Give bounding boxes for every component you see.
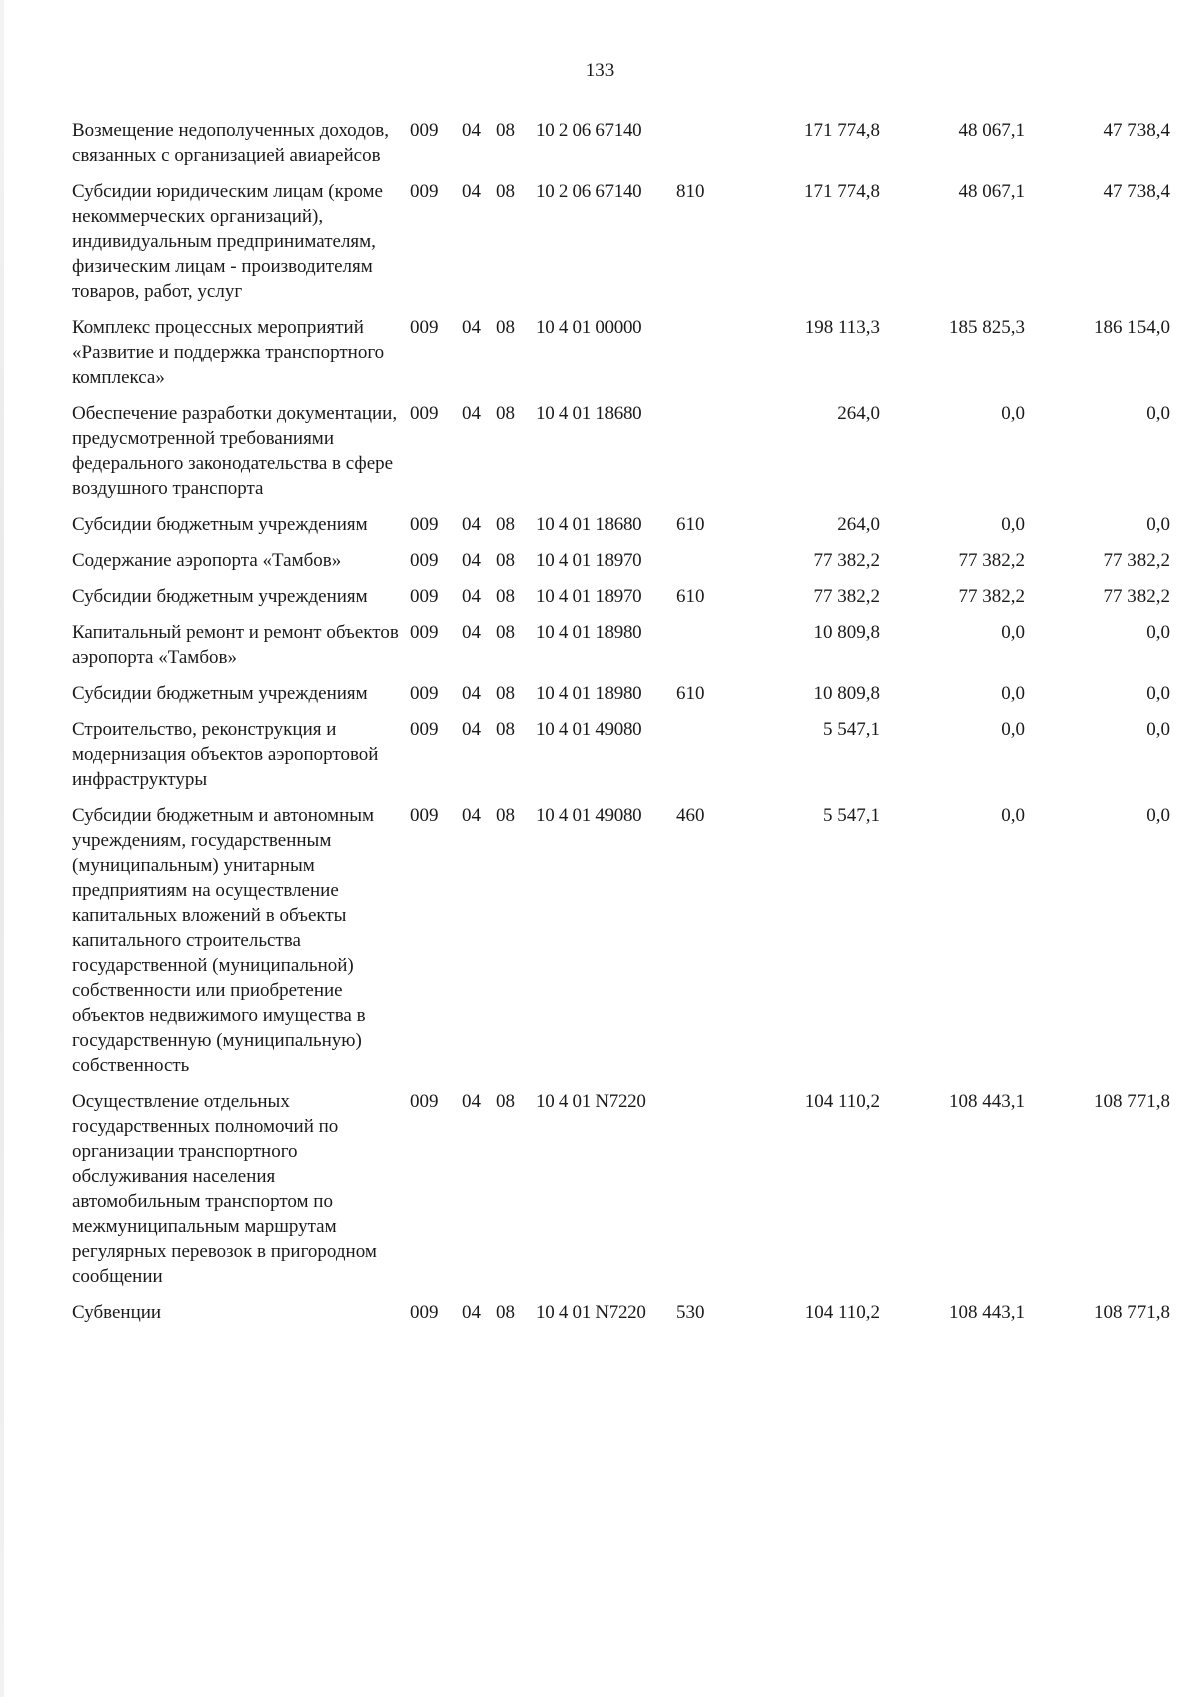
row-name: Осуществление отдельных государственных полномочий по организации транспортного обслуживания населения автомобильным транспортом по межмуниципальным маршрутам регулярных перевозок в пригородном сообщении (72, 1091, 377, 1287)
row-vr-code (676, 112, 730, 173)
row-amount-year3: 0,0 (1146, 622, 1170, 643)
table-row (72, 112, 1170, 173)
row-csr-code: 10 4 01 18980 (536, 683, 642, 704)
row-pr-code: 08 (496, 1302, 515, 1323)
row-gr-code: 009 (410, 181, 439, 202)
row-vr-code (676, 309, 730, 395)
row-amount-year2: 0,0 (1001, 805, 1025, 826)
row-amount-year3: 108 771,8 (1094, 1302, 1170, 1323)
row-name: Комплекс процессных мероприятий «Развитие и поддержка транспортного комплекса» (72, 317, 385, 388)
row-amount-year3: 77 382,2 (1103, 550, 1170, 571)
row-amount-year1: 104 110,2 (804, 1091, 880, 1112)
row-name: Субсидии бюджетным учреждениям (72, 514, 368, 535)
row-pr-code: 08 (496, 622, 515, 643)
row-amount-year2: 0,0 (1001, 622, 1025, 643)
row-amount-year3: 47 738,4 (1103, 181, 1170, 202)
row-amount-year2: 77 382,2 (958, 550, 1025, 571)
row-name: Субвенции (72, 1302, 162, 1323)
row-vr-code: 610 (676, 514, 705, 535)
row-amount-year2: 108 443,1 (949, 1091, 1025, 1112)
row-csr-code: 10 4 01 N7220 (536, 1091, 646, 1112)
row-csr-code: 10 2 06 67140 (536, 181, 642, 202)
row-gr-code: 009 (410, 1091, 439, 1112)
row-vr-code: 810 (676, 181, 705, 202)
row-amount-year2: 0,0 (1001, 403, 1025, 424)
row-rz-code: 04 (462, 1091, 481, 1112)
row-gr-code: 009 (410, 586, 439, 607)
row-amount-year1: 264,0 (837, 514, 880, 535)
row-amount-year1: 104 110,2 (804, 1302, 880, 1323)
row-vr-code (676, 395, 730, 506)
row-amount-year1: 77 382,2 (813, 550, 880, 571)
row-amount-year2: 185 825,3 (949, 317, 1025, 338)
row-name: Обеспечение разработки документации, предусмотренной требованиями федерального законодательства в сфере воздушного транспорта (72, 403, 398, 499)
row-amount-year2: 0,0 (1001, 719, 1025, 740)
row-pr-code: 08 (496, 403, 515, 424)
table-row (72, 797, 1170, 1083)
row-vr-code (676, 614, 730, 675)
row-csr-code: 10 4 01 00000 (536, 317, 642, 338)
row-name: Капитальный ремонт и ремонт объектов аэропорта «Тамбов» (72, 622, 399, 668)
row-vr-code: 530 (676, 1302, 705, 1323)
row-rz-code: 04 (462, 550, 481, 571)
row-name: Содержание аэропорта «Тамбов» (72, 550, 342, 571)
budget-table-body (72, 112, 1170, 1330)
row-amount-year3: 108 771,8 (1094, 1091, 1170, 1112)
row-name: Субсидии юридическим лицам (кроме некоммерческих организаций), индивидуальным предпринимателям, физическим лицам - производителям товаров, работ, услуг (72, 181, 383, 302)
row-rz-code: 04 (462, 317, 481, 338)
row-csr-code: 10 4 01 49080 (536, 805, 642, 826)
row-pr-code: 08 (496, 120, 515, 141)
table-row (72, 578, 1170, 614)
row-gr-code: 009 (410, 403, 439, 424)
row-amount-year3: 0,0 (1146, 805, 1170, 826)
row-amount-year2: 0,0 (1001, 514, 1025, 535)
table-row (72, 173, 1170, 309)
row-amount-year2: 48 067,1 (958, 181, 1025, 202)
page-number: 133 (585, 60, 615, 81)
table-row (72, 395, 1170, 506)
row-amount-year3: 77 382,2 (1103, 586, 1170, 607)
row-csr-code: 10 4 01 18970 (536, 586, 642, 607)
row-amount-year2: 0,0 (1001, 683, 1025, 704)
budget-table (72, 112, 1170, 1330)
row-pr-code: 08 (496, 719, 515, 740)
row-amount-year1: 198 113,3 (804, 317, 880, 338)
row-amount-year1: 5 547,1 (823, 805, 880, 826)
table-row (72, 309, 1170, 395)
table-row (72, 711, 1170, 797)
table-row (72, 1083, 1170, 1294)
row-csr-code: 10 4 01 18680 (536, 514, 642, 535)
row-vr-code (676, 711, 730, 797)
row-amount-year3: 0,0 (1146, 719, 1170, 740)
row-rz-code: 04 (462, 181, 481, 202)
row-gr-code: 009 (410, 514, 439, 535)
row-vr-code (676, 542, 730, 578)
row-csr-code: 10 2 06 67140 (536, 120, 642, 141)
row-csr-code: 10 4 01 N7220 (536, 1302, 646, 1323)
table-row (72, 542, 1170, 578)
row-amount-year3: 0,0 (1146, 403, 1170, 424)
scan-edge-shadow (0, 0, 4, 1697)
row-csr-code: 10 4 01 18970 (536, 550, 642, 571)
row-amount-year3: 186 154,0 (1094, 317, 1170, 338)
row-gr-code: 009 (410, 683, 439, 704)
row-name: Субсидии бюджетным учреждениям (72, 586, 368, 607)
row-gr-code: 009 (410, 550, 439, 571)
row-rz-code: 04 (462, 403, 481, 424)
row-amount-year2: 48 067,1 (958, 120, 1025, 141)
row-gr-code: 009 (410, 719, 439, 740)
row-rz-code: 04 (462, 514, 481, 535)
row-gr-code: 009 (410, 805, 439, 826)
row-rz-code: 04 (462, 622, 481, 643)
row-amount-year3: 0,0 (1146, 514, 1170, 535)
row-amount-year1: 171 774,8 (804, 120, 880, 141)
row-rz-code: 04 (462, 719, 481, 740)
row-name: Субсидии бюджетным и автономным учреждениям, государственным (муниципальным) унитарным предприятиям на осуществление капитальных вложений в объекты капитального строительства государственной (муниципальной) собственности или приобретение объектов недвижимого имущества в государственную (муниципальную) собственность (72, 805, 375, 1076)
row-gr-code: 009 (410, 1302, 439, 1323)
row-vr-code (676, 1083, 730, 1294)
table-row (72, 675, 1170, 711)
row-amount-year1: 10 809,8 (813, 622, 880, 643)
row-vr-code: 460 (676, 805, 705, 826)
row-vr-code: 610 (676, 586, 705, 607)
row-rz-code: 04 (462, 805, 481, 826)
row-gr-code: 009 (410, 120, 439, 141)
table-row (72, 1294, 1170, 1330)
row-name: Возмещение недополученных доходов, связанных с организацией авиарейсов (72, 120, 390, 166)
row-rz-code: 04 (462, 683, 481, 704)
row-amount-year1: 264,0 (837, 403, 880, 424)
row-csr-code: 10 4 01 49080 (536, 719, 642, 740)
row-pr-code: 08 (496, 181, 515, 202)
row-amount-year3: 0,0 (1146, 683, 1170, 704)
row-rz-code: 04 (462, 120, 481, 141)
row-csr-code: 10 4 01 18980 (536, 622, 642, 643)
row-amount-year1: 77 382,2 (813, 586, 880, 607)
row-gr-code: 009 (410, 317, 439, 338)
row-pr-code: 08 (496, 805, 515, 826)
row-vr-code: 610 (676, 683, 705, 704)
row-name: Субсидии бюджетным учреждениям (72, 683, 368, 704)
row-pr-code: 08 (496, 683, 515, 704)
row-name: Строительство, реконструкция и модернизация объектов аэропортовой инфраструктуры (72, 719, 379, 790)
row-gr-code: 009 (410, 622, 439, 643)
row-pr-code: 08 (496, 550, 515, 571)
row-pr-code: 08 (496, 317, 515, 338)
row-pr-code: 08 (496, 586, 515, 607)
table-row (72, 506, 1170, 542)
row-rz-code: 04 (462, 1302, 481, 1323)
row-csr-code: 10 4 01 18680 (536, 403, 642, 424)
row-amount-year2: 108 443,1 (949, 1302, 1025, 1323)
table-row (72, 614, 1170, 675)
row-pr-code: 08 (496, 1091, 515, 1112)
row-pr-code: 08 (496, 514, 515, 535)
row-amount-year1: 10 809,8 (813, 683, 880, 704)
row-amount-year1: 5 547,1 (823, 719, 880, 740)
row-rz-code: 04 (462, 586, 481, 607)
row-amount-year1: 171 774,8 (804, 181, 880, 202)
row-amount-year3: 47 738,4 (1103, 120, 1170, 141)
row-amount-year2: 77 382,2 (958, 586, 1025, 607)
